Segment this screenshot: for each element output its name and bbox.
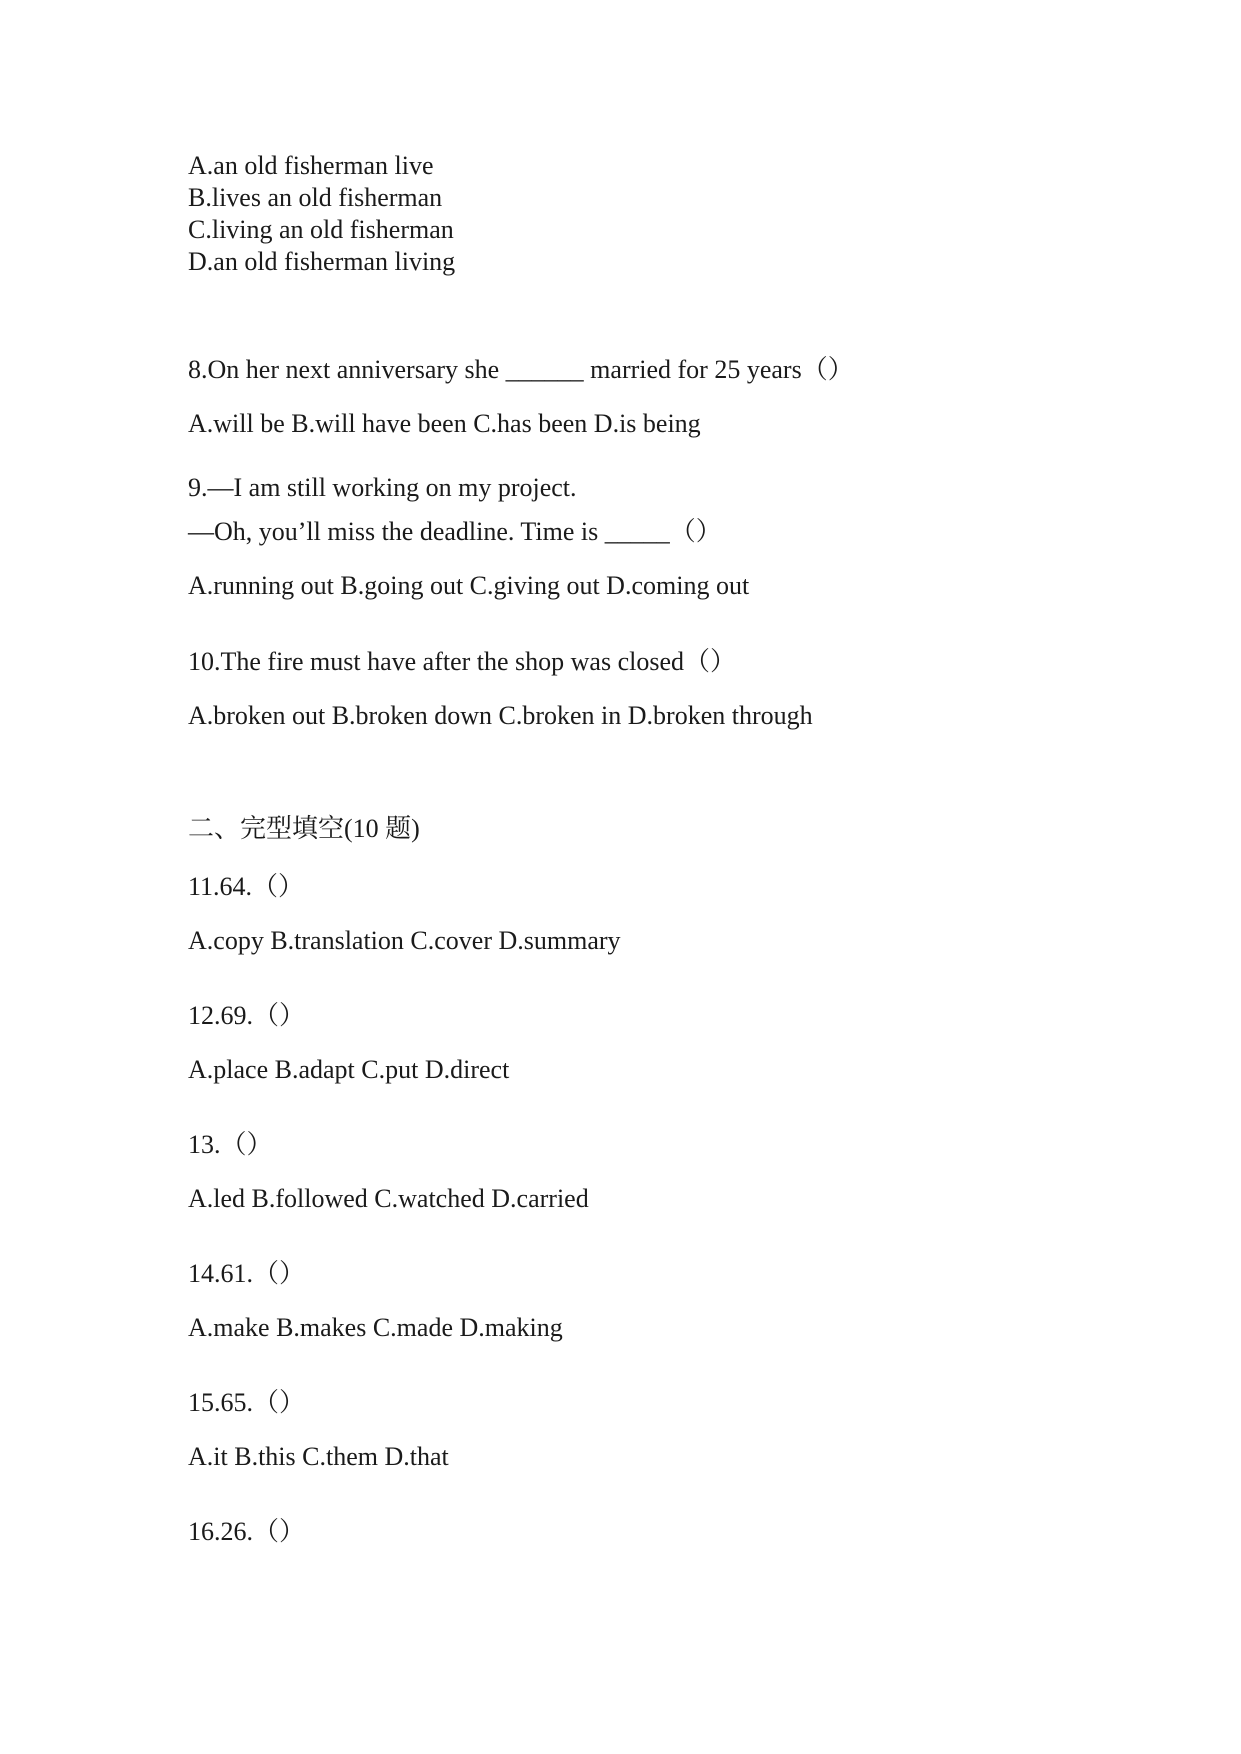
q7-option-a: A.an old fisherman live (188, 151, 434, 180)
q10-options: A.broken out B.broken down C.broken in D.broken through (188, 701, 813, 730)
q11-options: A.copy B.translation C.cover D.summary (188, 926, 621, 955)
q8-stem: 8.On her next anniversary she ______ married for 25 years（） (188, 355, 854, 384)
q7-option-b: B.lives an old fisherman (188, 183, 443, 212)
q15-stem: 15.65.（） (188, 1388, 306, 1417)
q9-stem-line2: —Oh, you’ll miss the deadline. Time is _____（） (188, 517, 722, 546)
q12-options: A.place B.adapt C.put D.direct (188, 1055, 510, 1084)
q16-stem: 16.26.（） (188, 1517, 306, 1546)
q11-stem: 11.64.（） (188, 872, 305, 901)
q15-options: A.it B.this C.them D.that (188, 1442, 449, 1471)
q8-options: A.will be B.will have been C.has been D.is being (188, 409, 701, 438)
q7-option-d: D.an old fisherman living (188, 247, 456, 276)
q14-options: A.make B.makes C.made D.making (188, 1313, 563, 1342)
q13-stem: 13.（） (188, 1130, 273, 1159)
q7-option-c: C.living an old fisherman (188, 215, 454, 244)
q12-stem: 12.69.（） (188, 1001, 306, 1030)
q14-stem: 14.61.（） (188, 1259, 306, 1288)
q9-stem-line1: 9.—I am still working on my project. (188, 473, 577, 502)
q9-options: A.running out B.going out C.giving out D.coming out (188, 571, 750, 600)
section2-title: 二、完型填空(10 题) (188, 814, 420, 843)
q13-options: A.led B.followed C.watched D.carried (188, 1184, 589, 1213)
q10-stem: 10.The fire must have after the shop was closed（） (188, 647, 737, 676)
